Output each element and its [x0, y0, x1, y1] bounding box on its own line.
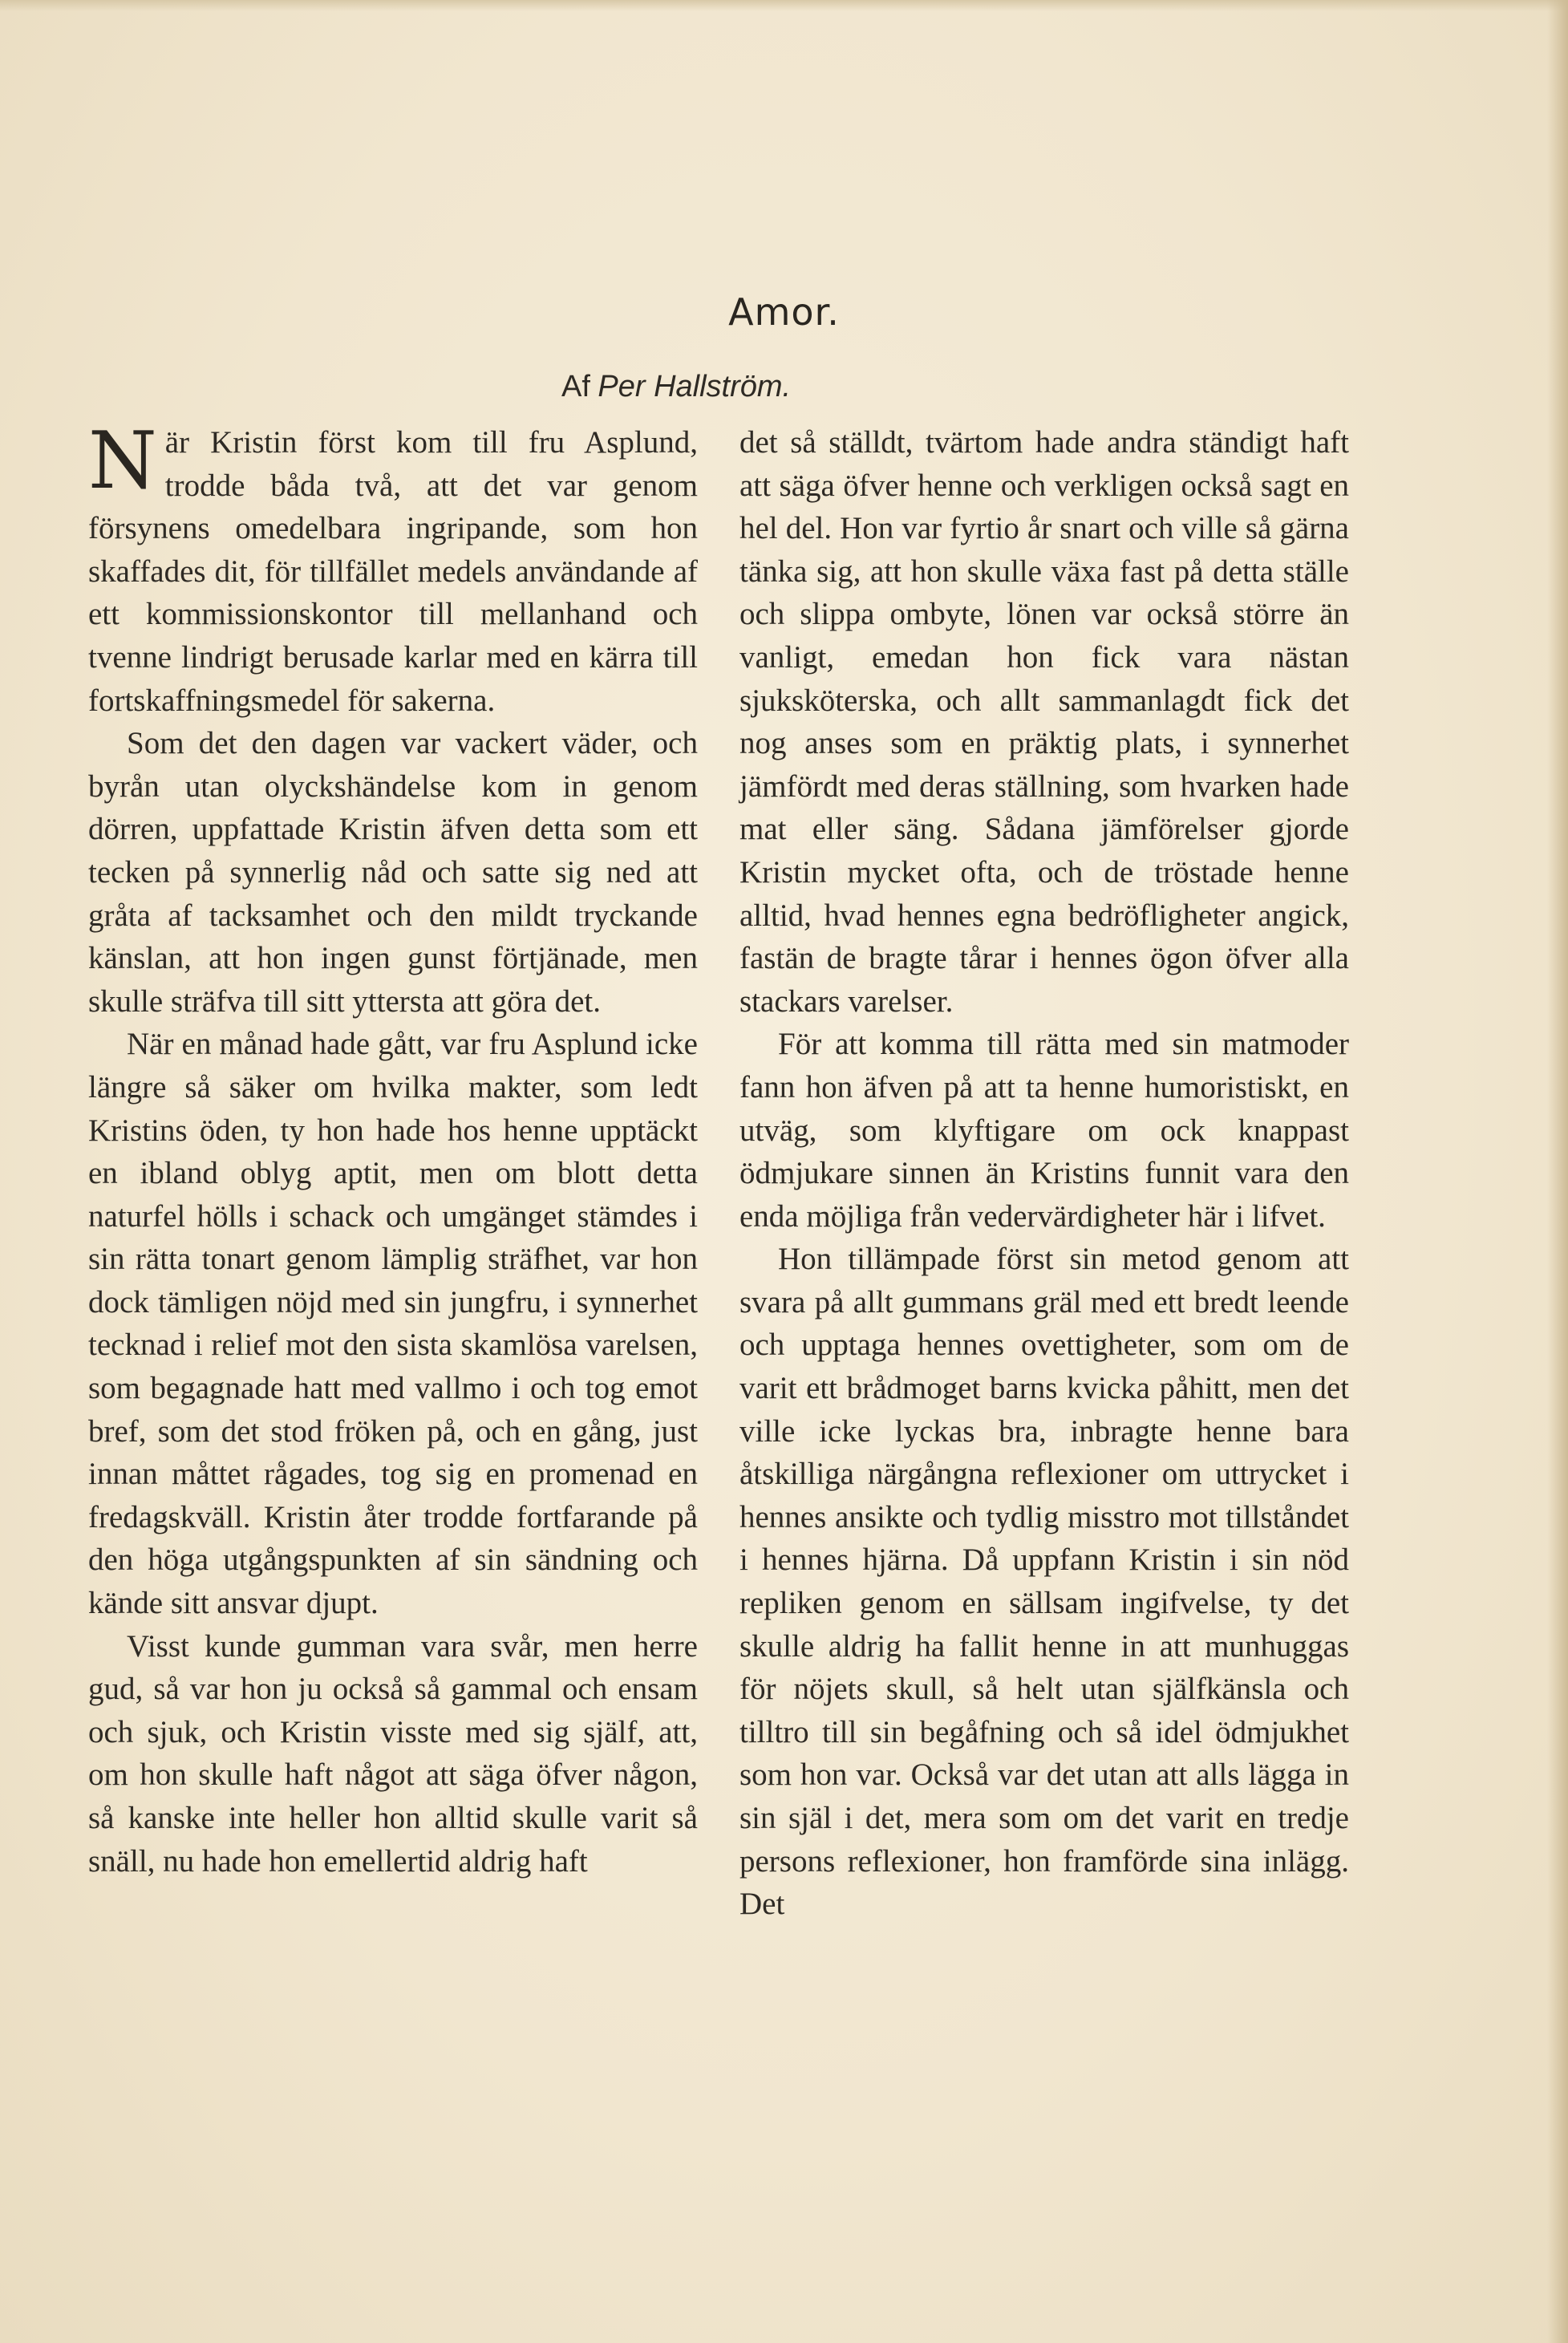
page-top-edge — [0, 0, 1568, 11]
paragraph-text: är Kristin först kom till fru Asplund, trodde båda två, att det var genom försynens omedelbara ingripande, som hon skaffades dit, för tillfället medels användande af ett kommissionskontor till mellanhand och tvenne lindrigt berusade karlar med en kärra till fortskaffningsmedel för sakerna. — [88, 425, 698, 718]
paragraph: Visst kunde gumman vara svår, men herre gud, så var hon ju också så gammal och ensam och sjuk, och Kristin visste med sig själf, att, om hon skulle haft något att säga öfver någon, så kanske inte heller hon alltid skulle varit så snäll, nu hade hon emellertid aldrig haft — [88, 1628, 698, 1879]
page-right-edge — [1547, 0, 1568, 2343]
text-column-left — [88, 415, 698, 1883]
paragraph: När en månad hade gått, var fru Asplund icke längre så säker om hvilka makter, som ledt Kristins öden, ty hon hade hos henne upptäckt en ibland oblyg aptit, men om blott detta naturfel hölls i schack och umgänget stämdes i sin rätta tonart genom lämplig sträfhet, var hon dock tämligen nöjd med sin jungfru, i synnerhet tecknad i relief mot den sista skamlösa varelsen, som begagnade hatt med vallmo i och tog emot bref, som det stod fröken på, och en gång, just innan måttet rågades, tog sig en promenad en fredagskväll. Kristin åter trodde fortfarande på den höga utgångspunkten af sin sändning och kände sitt ansvar djupt. — [88, 1027, 698, 1621]
paragraph: För att komma till rätta med sin matmoder fann hon äfven på att ta henne humoristiskt, en utväg, som klyftigare om ock knappast ödmjukare sinnen än Kristins funnit vara den enda möjliga från vedervärdigheter här i lifvet. — [739, 1027, 1349, 1234]
article-byline — [561, 369, 791, 404]
dropcap-initial: N — [88, 415, 157, 507]
text-column-right — [739, 421, 1349, 1926]
author-name: Per Hallström. — [598, 370, 792, 403]
paragraph: Hon tillämpade först sin metod genom att svara på allt gummans gräl med ett bredt leende och upptaga hennes ovettigheter, som om de varit ett brådmoget barns kvicka påhitt, men det ville icke lyckas bra, inbragte henne bara åtskilliga närgångna reflexioner om uttrycket i hennes ansikte och tydlig misstro mot tillståndet i hennes hjärna. Då uppfann Kristin i sin nöd repliken genom en sällsam ingifvelse, ty det skulle aldrig ha fallit henne in att munhuggas för nöjets skull, så helt utan själfkänsla och tilltro till sin begåfning och så idel ödmjukhet som hon var. Också var det utan att alls lägga in sin själ i det, mera som om det varit en tredje persons reflexioner, hon framförde sina inlägg. Det — [739, 1242, 1349, 1922]
paragraph: Som det den dagen var vackert väder, och byrån utan olyckshändelse kom in genom dörren, uppfattade Kristin äfven detta som ett tecken på synnerlig nåd och satte sig ned att gråta af tacksamhet och den mildt tryckande känslan, att hon ingen gunst förtjänade, men skulle sträfva till sitt yttersta att göra det. — [88, 726, 698, 1019]
article-title: Amor. — [728, 290, 840, 334]
paragraph: det så ställdt, tvärtom hade andra ständigt haft att säga öfver henne och verkligen också sagt en hel del. Hon var fyrtio år snart och ville så gärna tänka sig, att hon skulle växa fast på detta ställe och slippa ombyte, lönen var också större än vanligt, emedan hon fick vara nästan sjuksköterska, och allt sammanlagdt fick det nog anses som en präktig plats, i synnerhet jämfördt med deras ställning, som hvarken hade mat eller säng. Sådana jämförelser gjorde Kristin mycket ofta, och de tröstade henne alltid, hvad hennes egna bedröfligheter angick, fastän de bragte tårar i hennes ögon öfver alla stackars varelser. — [739, 425, 1349, 1019]
byline-prefix: Af — [561, 370, 590, 403]
paragraph — [88, 415, 698, 722]
